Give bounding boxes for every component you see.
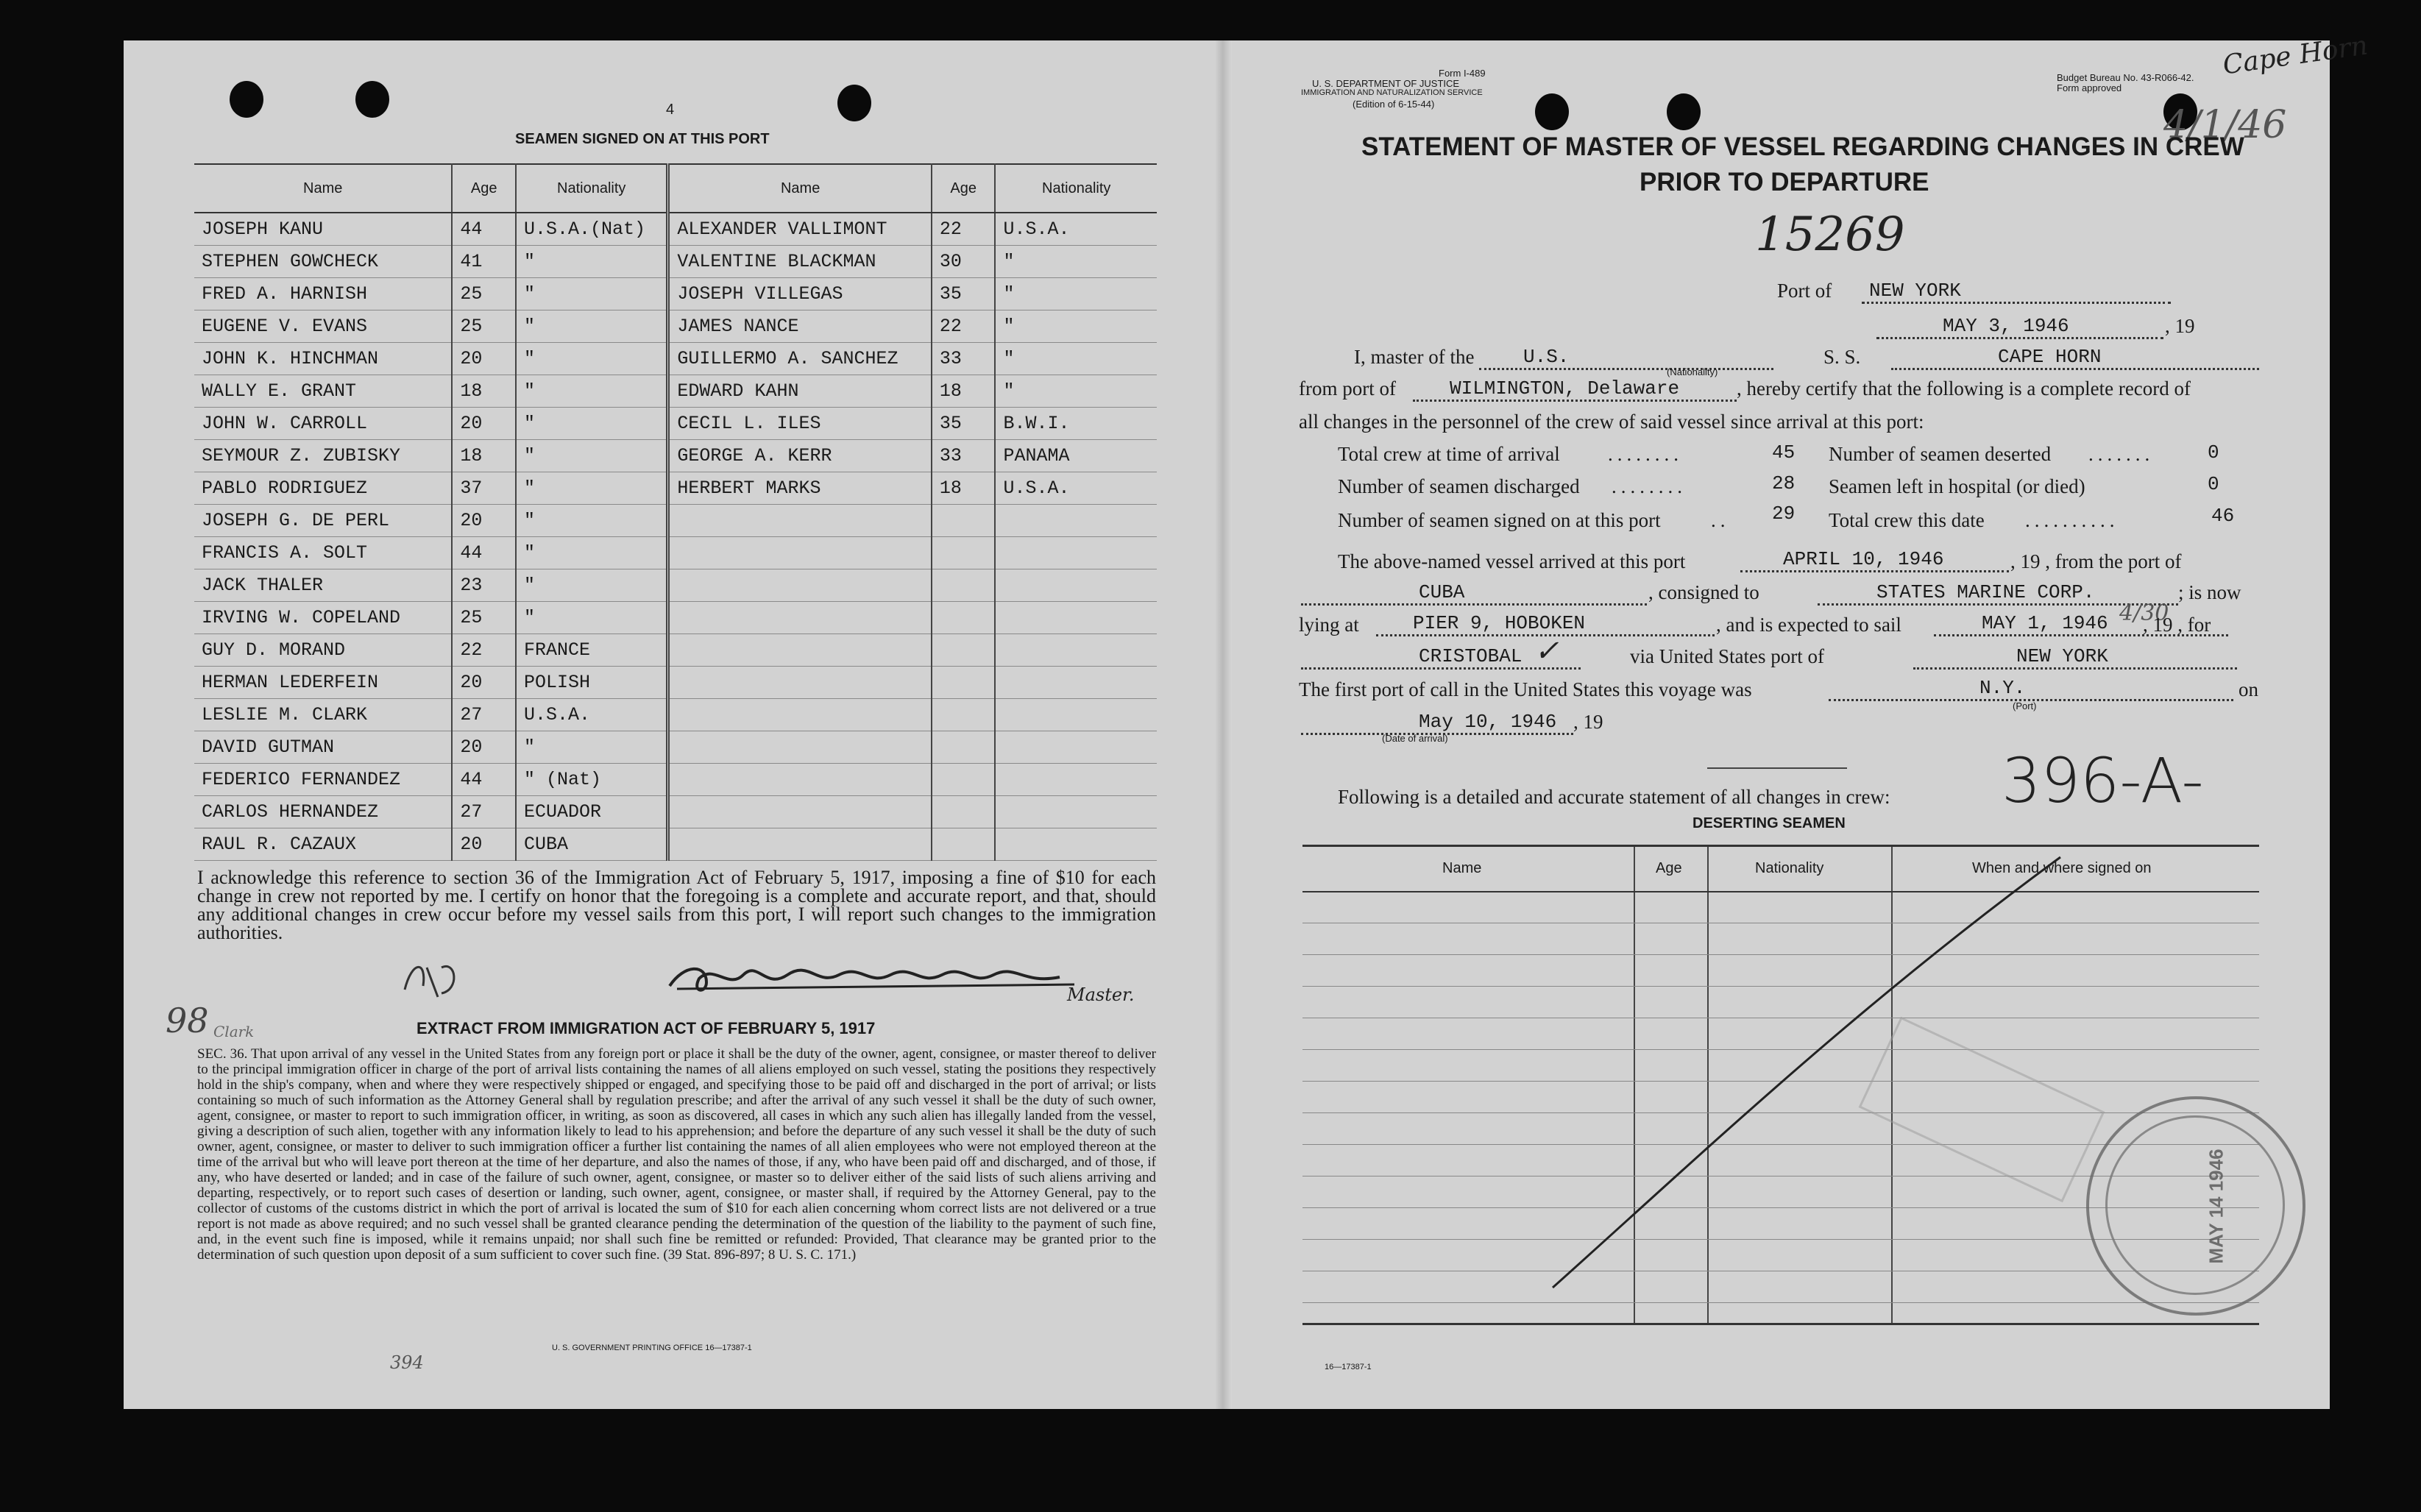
crew-nationality: " bbox=[995, 375, 1157, 408]
crew-nationality: U.S.A. bbox=[516, 699, 668, 731]
crew-name: HERBERT MARKS bbox=[668, 472, 932, 505]
crew-name: SEYMOUR Z. ZUBISKY bbox=[194, 440, 452, 472]
date-value: MAY 3, 1946 bbox=[1876, 315, 2163, 339]
table-row bbox=[194, 569, 1157, 602]
crew-name: GUY D. MORAND bbox=[194, 634, 452, 667]
crew-age: 20 bbox=[452, 667, 516, 699]
crew-age bbox=[932, 537, 996, 569]
crew-age: 37 bbox=[452, 472, 516, 505]
col-signed-on: When and where signed on bbox=[1972, 860, 2152, 876]
crew-name: JACK THALER bbox=[194, 569, 452, 602]
crew-age bbox=[932, 828, 996, 861]
col-name: Name bbox=[1442, 860, 1482, 876]
table-row bbox=[194, 699, 1157, 731]
crew-age: 20 bbox=[452, 343, 516, 375]
crew-age bbox=[932, 634, 996, 667]
hospital-label: Seamen left in hospital (or died) bbox=[1829, 475, 2085, 497]
crew-name: IRVING W. COPELAND bbox=[194, 602, 452, 634]
table-row bbox=[194, 602, 1157, 634]
punch-hole bbox=[837, 85, 871, 121]
first-call-value: N.Y. bbox=[1829, 677, 2233, 701]
crew-nationality bbox=[995, 634, 1157, 667]
handwritten-code: 396-A- bbox=[2002, 745, 2204, 817]
section-heading: SEAMEN SIGNED ON AT THIS PORT bbox=[515, 131, 770, 147]
table-row bbox=[194, 537, 1157, 569]
initials-mark bbox=[397, 953, 471, 1004]
leader-dots: ........ bbox=[1608, 443, 1683, 465]
handwritten-ship-note: Cape Horn bbox=[2221, 30, 2370, 81]
nationality-value: U.S. bbox=[1479, 346, 1773, 370]
hospital-value: 0 bbox=[2208, 473, 2219, 495]
ss-label: S. S. bbox=[1823, 346, 1861, 368]
crew-name: JAMES NANCE bbox=[668, 310, 932, 343]
crew-name: GEORGE A. KERR bbox=[668, 440, 932, 472]
crew-name bbox=[668, 505, 932, 537]
crew-name: JOSEPH G. DE PERL bbox=[194, 505, 452, 537]
crew-age: 33 bbox=[932, 343, 996, 375]
page-number: 4 bbox=[666, 102, 675, 118]
col-nationality: Nationality bbox=[1755, 860, 1824, 876]
punch-hole bbox=[355, 81, 389, 118]
crew-age: 44 bbox=[452, 213, 516, 246]
crew-nationality: " bbox=[516, 731, 668, 764]
form-approved: Form approved bbox=[2057, 82, 2122, 93]
handwritten-date: 4/1/46 bbox=[2163, 103, 2287, 147]
port-label: Port of bbox=[1777, 280, 1832, 302]
table-row bbox=[194, 505, 1157, 537]
crew-age: 25 bbox=[452, 310, 516, 343]
crew-age: 18 bbox=[452, 375, 516, 408]
table-row bbox=[194, 828, 1157, 861]
table-row bbox=[1302, 1302, 2259, 1303]
crew-age: 27 bbox=[452, 796, 516, 828]
from-port-value: WILMINGTON, Delaware bbox=[1413, 377, 1737, 402]
crew-name: EDWARD KAHN bbox=[668, 375, 932, 408]
crew-age: 30 bbox=[932, 246, 996, 278]
total-arrival-value: 45 bbox=[1772, 441, 1796, 464]
date-stamp-inner bbox=[2105, 1115, 2285, 1295]
col-name: Name bbox=[194, 164, 452, 213]
on-label: on bbox=[2239, 678, 2258, 700]
crew-nationality: " bbox=[516, 375, 668, 408]
deserted-value: 0 bbox=[2208, 441, 2219, 464]
crew-nationality: " bbox=[516, 537, 668, 569]
total-date-label: Total crew this date bbox=[1829, 509, 1985, 531]
crew-age: 44 bbox=[452, 537, 516, 569]
crew-name: VALENTINE BLACKMAN bbox=[668, 246, 932, 278]
check-mark: ✓ bbox=[1534, 634, 1559, 668]
form-subtitle: PRIOR TO DEPARTURE bbox=[1640, 168, 1929, 196]
col-age: Age bbox=[452, 164, 516, 213]
arrival-date-value: May 10, 1946 bbox=[1301, 711, 1573, 735]
crew-age: 35 bbox=[932, 278, 996, 310]
leader-dots: .......... bbox=[2025, 509, 2119, 531]
crew-nationality: U.S.A. bbox=[995, 472, 1157, 505]
punch-hole bbox=[1535, 93, 1569, 130]
from-origin: CUBA bbox=[1301, 581, 1647, 606]
table-row bbox=[194, 408, 1157, 440]
table-row bbox=[194, 246, 1157, 278]
ship-name: CAPE HORN bbox=[1891, 346, 2259, 370]
crew-name bbox=[668, 731, 932, 764]
crew-name: EUGENE V. EVANS bbox=[194, 310, 452, 343]
crew-name bbox=[668, 602, 932, 634]
crew-nationality: " bbox=[516, 278, 668, 310]
table-row bbox=[194, 278, 1157, 310]
crew-age: 35 bbox=[932, 408, 996, 440]
crew-age: 20 bbox=[452, 505, 516, 537]
crew-nationality: PANAMA bbox=[995, 440, 1157, 472]
lying-at-value: PIER 9, HOBOKEN bbox=[1376, 612, 1715, 636]
table-row bbox=[194, 667, 1157, 699]
leader-dots: ........ bbox=[1612, 475, 1687, 497]
deserting-heading: DESERTING SEAMEN bbox=[1692, 815, 1846, 831]
crew-age bbox=[932, 764, 996, 796]
crew-nationality: " bbox=[995, 278, 1157, 310]
punch-hole bbox=[230, 81, 263, 118]
crew-age bbox=[932, 731, 996, 764]
crew-name bbox=[668, 828, 932, 861]
total-date-value: 46 bbox=[2211, 505, 2235, 527]
crew-nationality bbox=[995, 667, 1157, 699]
crew-nationality: " bbox=[516, 246, 668, 278]
agency-line1: U. S. DEPARTMENT OF JUSTICE bbox=[1312, 78, 1460, 89]
crew-nationality: " bbox=[995, 246, 1157, 278]
port-caption: (Port) bbox=[2013, 700, 2037, 711]
deserted-label: Number of seamen deserted bbox=[1829, 443, 2052, 465]
crew-age: 27 bbox=[452, 699, 516, 731]
printing-office: U. S. GOVERNMENT PRINTING OFFICE 16—17387-1 bbox=[552, 1344, 752, 1352]
form-number: Form I-489 bbox=[1439, 68, 1486, 79]
punch-hole bbox=[1667, 93, 1701, 130]
crew-age: 33 bbox=[932, 440, 996, 472]
crew-name: JOHN W. CARROLL bbox=[194, 408, 452, 440]
table-row bbox=[194, 472, 1157, 505]
table-row bbox=[194, 440, 1157, 472]
crew-age: 18 bbox=[932, 375, 996, 408]
first-call-label: The first port of call in the United States this voyage was bbox=[1299, 678, 1752, 700]
for-label: , 19 , for bbox=[2143, 614, 2211, 636]
consigned-label: , consigned to bbox=[1648, 581, 1759, 603]
crew-name: PABLO RODRIGUEZ bbox=[194, 472, 452, 505]
crew-age: 22 bbox=[932, 310, 996, 343]
crew-nationality: B.W.I. bbox=[995, 408, 1157, 440]
nationality-caption: (Nationality) bbox=[1667, 366, 1718, 377]
crew-name: JOSEPH VILLEGAS bbox=[668, 278, 932, 310]
crew-name: JOSEPH KANU bbox=[194, 213, 452, 246]
crew-name: FRED A. HARNISH bbox=[194, 278, 452, 310]
crew-nationality: U.S.A.(Nat) bbox=[516, 213, 668, 246]
crew-nationality: " bbox=[516, 408, 668, 440]
crew-age bbox=[932, 505, 996, 537]
year-suffix: , 19 bbox=[2165, 315, 2195, 337]
divider-line bbox=[1707, 767, 1847, 769]
table-row bbox=[194, 731, 1157, 764]
crew-nationality: " bbox=[516, 602, 668, 634]
bottom-note: 394 bbox=[390, 1352, 424, 1373]
table-row bbox=[194, 310, 1157, 343]
crew-name bbox=[668, 569, 932, 602]
crew-age bbox=[932, 667, 996, 699]
via-port-value: NEW YORK bbox=[1913, 645, 2237, 670]
leader-dots: .. bbox=[1711, 509, 1730, 531]
sail-date: MAY 1, 1946 bbox=[1934, 612, 2228, 636]
crew-name: STEPHEN GOWCHECK bbox=[194, 246, 452, 278]
crew-name: LESLIE M. CLARK bbox=[194, 699, 452, 731]
arrival-year-suffix: , 19 bbox=[1573, 711, 1603, 733]
crew-nationality bbox=[995, 764, 1157, 796]
acknowledgment-text: I acknowledge this reference to section 36 of the Immigration Act of February 5, 1917, imposing a fine of $10 for each change in crew not reported by me. I certify on honor that the foregoing is a complete and accurate report, and that, should any additional changes in crew occur before my vessel sails from this port, I will report such changes to the immigration authorities. bbox=[197, 867, 1156, 943]
handwritten-number: 15269 bbox=[1755, 207, 1905, 262]
crew-name: JOHN K. HINCHMAN bbox=[194, 343, 452, 375]
crew-age: 20 bbox=[452, 408, 516, 440]
crew-nationality: " bbox=[995, 343, 1157, 375]
following-text: Following is a detailed and accurate statement of all changes in crew: bbox=[1338, 786, 1890, 808]
leader-dots: ....... bbox=[2088, 443, 2155, 465]
consignee-value: STATES MARINE CORP. bbox=[1818, 581, 2178, 606]
crew-nationality bbox=[995, 569, 1157, 602]
crew-age: 18 bbox=[932, 472, 996, 505]
expected-label: , and is expected to sail bbox=[1716, 614, 1901, 636]
crew-age bbox=[932, 602, 996, 634]
table-row bbox=[194, 213, 1157, 246]
table-row bbox=[194, 375, 1157, 408]
form-title: STATEMENT OF MASTER OF VESSEL REGARDING CHANGES IN CREW bbox=[1361, 132, 2244, 161]
crew-name bbox=[668, 667, 932, 699]
crew-age: 25 bbox=[452, 278, 516, 310]
crew-nationality: " (Nat) bbox=[516, 764, 668, 796]
crew-nationality: " bbox=[995, 310, 1157, 343]
col-nationality: Nationality bbox=[516, 164, 668, 213]
crew-nationality: CUBA bbox=[516, 828, 668, 861]
table-row bbox=[194, 343, 1157, 375]
crew-name bbox=[668, 537, 932, 569]
col-age: Age bbox=[932, 164, 996, 213]
crew-nationality bbox=[995, 505, 1157, 537]
crew-age: 41 bbox=[452, 246, 516, 278]
destination-value: CRISTOBAL bbox=[1301, 645, 1581, 670]
crew-table bbox=[194, 163, 1157, 861]
crew-nationality: " bbox=[516, 569, 668, 602]
table-row bbox=[194, 796, 1157, 828]
form-footer: 16—17387-1 bbox=[1325, 1363, 1372, 1371]
crew-name bbox=[668, 796, 932, 828]
from-port-of-label: , 19 , from the port of bbox=[2010, 550, 2182, 572]
crew-name: ALEXANDER VALLIMONT bbox=[668, 213, 932, 246]
col-name: Name bbox=[668, 164, 932, 213]
page-fold bbox=[1216, 40, 1232, 1409]
crew-table-header bbox=[194, 164, 1157, 213]
lying-at-label: lying at bbox=[1299, 614, 1359, 636]
crew-age: 25 bbox=[452, 602, 516, 634]
crew-nationality: " bbox=[516, 505, 668, 537]
margin-note: Clark bbox=[213, 1023, 255, 1040]
crew-name: CECIL L. ILES bbox=[668, 408, 932, 440]
signed-on-label: Number of seamen signed on at this port bbox=[1338, 509, 1661, 531]
crew-name: RAUL R. CAZAUX bbox=[194, 828, 452, 861]
crew-name: GUILLERMO A. SANCHEZ bbox=[668, 343, 932, 375]
crew-nationality bbox=[995, 796, 1157, 828]
crew-name bbox=[668, 634, 932, 667]
crew-nationality: " bbox=[516, 440, 668, 472]
crew-name: FRANCIS A. SOLT bbox=[194, 537, 452, 569]
crew-name: DAVID GUTMAN bbox=[194, 731, 452, 764]
crew-nationality: " bbox=[516, 343, 668, 375]
arrival-caption: (Date of arrival) bbox=[1382, 733, 1448, 744]
from-port-label: from port of bbox=[1299, 377, 1396, 400]
arrived-label: The above-named vessel arrived at this port bbox=[1338, 550, 1686, 572]
master-label: Master. bbox=[1067, 984, 1135, 1005]
signed-on-value: 29 bbox=[1772, 503, 1796, 525]
master-signature bbox=[662, 956, 1089, 1001]
crew-name bbox=[668, 764, 932, 796]
certify-text: , hereby certify that the following is a complete record of bbox=[1737, 377, 2191, 400]
date-stamp bbox=[2086, 1096, 2305, 1316]
crew-name bbox=[668, 699, 932, 731]
crew-nationality bbox=[995, 699, 1157, 731]
crew-name: WALLY E. GRANT bbox=[194, 375, 452, 408]
crew-age: 20 bbox=[452, 731, 516, 764]
col-nationality: Nationality bbox=[995, 164, 1157, 213]
date-stamp-date: MAY 14 1946 bbox=[2205, 1149, 2227, 1264]
crew-nationality: FRANCE bbox=[516, 634, 668, 667]
discharged-value: 28 bbox=[1772, 472, 1796, 494]
crew-age bbox=[932, 569, 996, 602]
margin-initials: 98 bbox=[166, 1001, 209, 1040]
crew-nationality: ECUADOR bbox=[516, 796, 668, 828]
extract-title: EXTRACT FROM IMMIGRATION ACT OF FEBRUARY 5, 1917 bbox=[417, 1019, 876, 1037]
crew-age bbox=[932, 796, 996, 828]
crew-age: 20 bbox=[452, 828, 516, 861]
crew-name: FEDERICO FERNANDEZ bbox=[194, 764, 452, 796]
crew-age: 22 bbox=[932, 213, 996, 246]
col-age: Age bbox=[1656, 860, 1682, 876]
extract-text: SEC. 36. That upon arrival of any vessel in the United States from any foreign port or place it shall be the duty of the owner, agent, consignee, or master thereof to deliver to the principal immigration officer in charge of the port of arrival lists containing the names of all aliens employed on such vessel, stating the positions they respectively hold in the ship's company, when and where they were respectively shipped or engaged, and specifying those to be paid off and discharged in the port of arrival; or lists containing so much of such information as the Attorney General shall by regulation prescribe; and after the arrival of any such vessel it shall be the duty of such owner, agent, consignee, or master to report to such immigration officer, in writing, as soon as discovered, all cases in which any such alien has illegally landed from the vessel, giving a description of such alien, together with any information likely to lead to his apprehension; and before the departure of any such vessel it shall be the duty of such owner, agent, consignee, or master to deliver to such immigration officer a further list containing the names of all alien employees who were not employed thereon at the time of the arrival but who will leave port thereon at the time of her departure, and also the names of those, if any, who have been paid off and discharged, and of those, if any, who have deserted or landed; and in case of the failure of such owner, agent, consignee, or master so to deliver either of the said lists of such aliens arriving and departing, respectively, or to report such cases of desertion or landing, such owner, agent, consignee, or master shall, if required by the Attorney General, pay to the collector of customs of the customs district in which the port of arrival is located the sum of $10 for each alien concerning whom correct lists are not delivered or a true report is not made as above required; and no such vessel shall be granted clearance pending the determination of the question of the liability to the payment of such fine, and, in the event such fine is imposed, while it remains unpaid; nor shall such fine be remitted or refunded: Provided, That clearance may be granted prior to the determination of such question upon deposit of a sum sufficient to cover such fine. (39 Stat. 896-897; 8 U. S. C. 171.) bbox=[197, 1046, 1156, 1263]
edition: (Edition of 6-15-44) bbox=[1353, 99, 1435, 110]
crew-name: CARLOS HERNANDEZ bbox=[194, 796, 452, 828]
master-of-label: I, master of the bbox=[1354, 346, 1475, 368]
crew-age: 44 bbox=[452, 764, 516, 796]
crew-nationality: " bbox=[516, 472, 668, 505]
crew-nationality bbox=[995, 537, 1157, 569]
port-value: NEW YORK bbox=[1862, 280, 2171, 304]
crew-nationality bbox=[995, 828, 1157, 861]
discharged-label: Number of seamen discharged bbox=[1338, 475, 1580, 497]
crew-age: 22 bbox=[452, 634, 516, 667]
crew-age: 18 bbox=[452, 440, 516, 472]
sail-date-correction: 4/30 bbox=[2119, 600, 2169, 626]
arrived-date: APRIL 10, 1946 bbox=[1740, 548, 2009, 572]
crew-nationality: POLISH bbox=[516, 667, 668, 699]
certify-text-2: all changes in the personnel of the crew of said vessel since arrival at this port: bbox=[1299, 411, 1924, 433]
crew-age: 23 bbox=[452, 569, 516, 602]
crew-age bbox=[932, 699, 996, 731]
crew-name: HERMAN LEDERFEIN bbox=[194, 667, 452, 699]
via-label: via United States port of bbox=[1630, 645, 1824, 667]
crew-nationality bbox=[995, 731, 1157, 764]
table-row bbox=[194, 764, 1157, 796]
is-now-label: ; is now bbox=[2178, 581, 2241, 603]
crew-nationality: U.S.A. bbox=[995, 213, 1157, 246]
table-row bbox=[194, 634, 1157, 667]
crew-nationality: " bbox=[516, 310, 668, 343]
agency-line2: IMMIGRATION AND NATURALIZATION SERVICE bbox=[1301, 88, 1483, 97]
total-arrival-label: Total crew at time of arrival bbox=[1338, 443, 1560, 465]
crew-nationality bbox=[995, 602, 1157, 634]
budget-bureau: Budget Bureau No. 43-R066-42. bbox=[2057, 72, 2194, 83]
